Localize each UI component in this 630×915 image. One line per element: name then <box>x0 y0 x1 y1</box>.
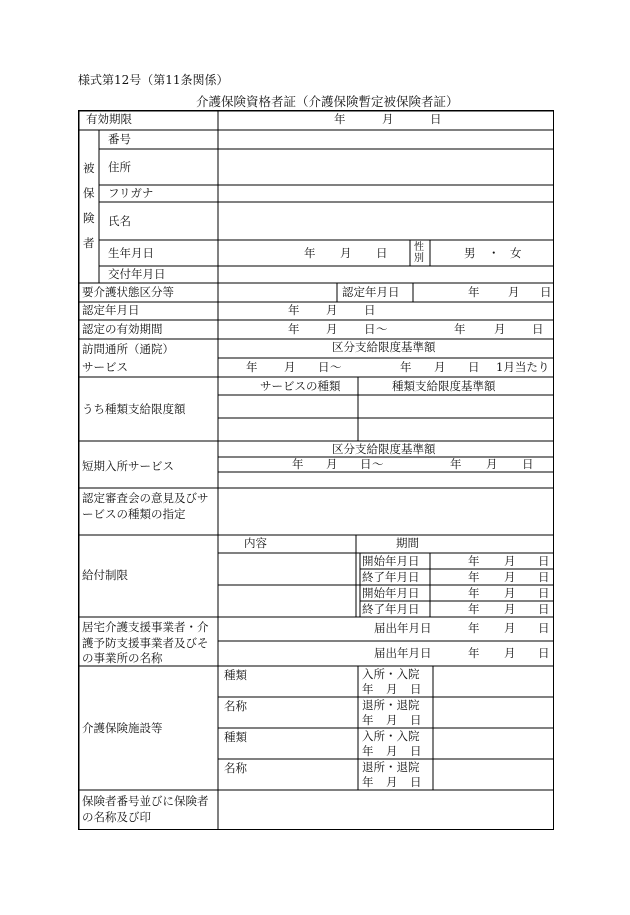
admission-2-day: 日 <box>410 744 422 758</box>
n1-year: 年 <box>468 621 480 635</box>
validity-period-text: 有効期限 <box>86 112 132 126</box>
furigana-label: フリガナ <box>108 186 154 200</box>
sex-separator: ・ <box>488 246 500 260</box>
facility-name-2: 名称 <box>224 761 247 775</box>
admission-1-day: 日 <box>410 682 422 696</box>
short-start-day: 日 <box>360 457 372 471</box>
short-tilde: ～ <box>372 457 384 471</box>
short-end-month: 月 <box>486 457 498 471</box>
r3-month: 月 <box>504 586 516 600</box>
discharge-2-year: 年 <box>362 775 374 789</box>
period-end-year: 年 <box>454 322 466 336</box>
facility-name-1: 名称 <box>224 699 247 713</box>
short-start-month: 月 <box>326 457 338 471</box>
short-limit-standard-label: 区分支給限度基準額 <box>332 442 436 456</box>
n2-day: 日 <box>538 646 550 660</box>
sex-male: 男 <box>464 246 476 260</box>
restriction-end-2: 終了年月日 <box>362 602 420 616</box>
care-level-year: 年 <box>468 285 480 299</box>
facility-type-2: 種類 <box>224 730 247 744</box>
discharge-1: 退所・退院 <box>362 698 420 712</box>
restriction-start-2: 開始年月日 <box>362 586 420 600</box>
care-level-label: 要介護状態区分等 <box>82 285 174 299</box>
admission-2-year: 年 <box>362 744 374 758</box>
certified-date-short-label: 認定年月日 <box>342 285 400 299</box>
r4-month: 月 <box>504 602 516 616</box>
r1-year: 年 <box>468 554 480 568</box>
birth-year: 年 <box>304 246 316 260</box>
period-start-year: 年 <box>288 322 300 336</box>
r1-day: 日 <box>538 554 550 568</box>
committee-opinion-label: 認定審査会の意見及びサービスの種類の指定 <box>82 491 209 521</box>
home-start-month: 月 <box>284 360 296 374</box>
r1-month: 月 <box>504 554 516 568</box>
content-header: 内容 <box>244 536 267 550</box>
home-tilde: ～ <box>330 360 342 374</box>
period-tilde: ～ <box>376 322 388 336</box>
discharge-2-day: 日 <box>410 775 422 789</box>
n2-year: 年 <box>468 646 480 660</box>
type-limit-label: うち種類支給限度額 <box>82 402 186 416</box>
discharge-1-day: 日 <box>410 713 422 727</box>
certificate-form <box>78 110 554 830</box>
home-end-year: 年 <box>400 360 412 374</box>
period-start-day: 日 <box>364 322 376 336</box>
period-end-day: 日 <box>532 322 544 336</box>
form-title: 介護保険資格者証（介護保険暫定被保険者証） <box>196 94 459 109</box>
name-label: 氏名 <box>108 214 131 228</box>
type-limit-header: 種類支給限度基準額 <box>392 379 496 393</box>
sex-label: 性別 <box>414 242 424 264</box>
restriction-end-1: 終了年月日 <box>362 570 420 584</box>
insured-group-label: 被保険者 <box>83 161 95 250</box>
r3-day: 日 <box>538 586 550 600</box>
home-start-day: 日 <box>318 360 330 374</box>
form-number: 様式第12号（第11条関係） <box>78 73 229 87</box>
birth-date-label: 生年月日 <box>108 246 154 260</box>
validity-month: 月 <box>382 112 394 126</box>
admission-2: 入所・入院 <box>362 729 420 743</box>
period-end-month: 月 <box>494 322 506 336</box>
discharge-1-year: 年 <box>362 713 374 727</box>
home-end-day: 日 <box>468 360 480 374</box>
facility-label: 介護保険施設等 <box>82 721 163 735</box>
validity-day: 日 <box>430 112 442 126</box>
r2-year: 年 <box>468 570 480 584</box>
number-label: 番号 <box>108 132 131 146</box>
notification-date-2: 届出年月日 <box>374 646 432 660</box>
certification-date-label: 認定年月日 <box>82 303 140 317</box>
service-type-header: サービスの種類 <box>260 379 341 393</box>
short-start-year: 年 <box>292 457 304 471</box>
admission-2-month: 月 <box>386 744 398 758</box>
validity-year: 年 <box>334 112 346 126</box>
n1-day: 日 <box>538 621 550 635</box>
r2-month: 月 <box>504 570 516 584</box>
home-service-label-2: サービス <box>82 360 128 374</box>
issue-date-label: 交付年月日 <box>108 267 166 281</box>
n1-month: 月 <box>504 621 516 635</box>
home-service-label-1: 訪問通所（通院） <box>82 342 174 356</box>
admission-1-month: 月 <box>386 682 398 696</box>
short-end-year: 年 <box>450 457 462 471</box>
certification-period-label: 認定の有効期間 <box>82 322 163 336</box>
sex-female: 女 <box>510 246 522 260</box>
support-provider-label: 居宅介護支援事業者・介護予防支援事業者及びその事業所の名称 <box>82 620 209 665</box>
validity-period-label <box>86 114 212 126</box>
discharge-2: 退所・退院 <box>362 760 420 774</box>
admission-1-year: 年 <box>362 682 374 696</box>
home-start-year: 年 <box>246 360 258 374</box>
birth-month: 月 <box>340 246 352 260</box>
period-header: 期間 <box>396 536 419 550</box>
discharge-2-month: 月 <box>386 775 398 789</box>
r4-year: 年 <box>468 602 480 616</box>
per-month: 1月当たり <box>496 360 550 374</box>
short-stay-label: 短期入所サービス <box>82 459 174 473</box>
cert-day: 日 <box>364 303 376 317</box>
r2-day: 日 <box>538 570 550 584</box>
restriction-start-1: 開始年月日 <box>362 554 420 568</box>
r4-day: 日 <box>538 602 550 616</box>
benefit-restriction-label: 給付制限 <box>82 568 128 582</box>
home-end-month: 月 <box>434 360 446 374</box>
home-limit-standard-label: 区分支給限度基準額 <box>332 340 436 354</box>
address-label: 住所 <box>108 160 131 174</box>
care-level-day: 日 <box>540 285 552 299</box>
cert-month: 月 <box>326 303 338 317</box>
short-end-day: 日 <box>522 457 534 471</box>
facility-type-1: 種類 <box>224 668 247 682</box>
insurer-label: 保険者番号並びに保険者の名称及び印 <box>82 794 209 824</box>
discharge-1-month: 月 <box>386 713 398 727</box>
cert-year: 年 <box>288 303 300 317</box>
admission-1: 入所・入院 <box>362 667 420 681</box>
notification-date-1: 届出年月日 <box>374 621 432 635</box>
period-start-month: 月 <box>326 322 338 336</box>
care-level-month: 月 <box>508 285 520 299</box>
r3-year: 年 <box>468 586 480 600</box>
birth-day: 日 <box>376 246 388 260</box>
n2-month: 月 <box>504 646 516 660</box>
